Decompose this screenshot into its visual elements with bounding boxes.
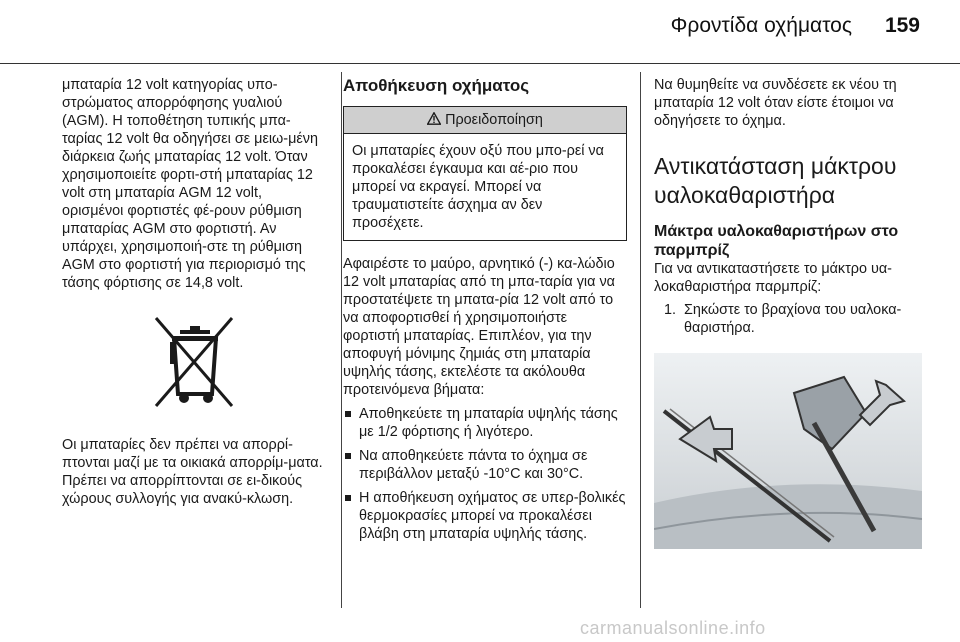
subsection-heading: Μάκτρα υαλοκαθαριστήρων στο παρμπρίζ xyxy=(654,223,899,259)
column-1 xyxy=(62,76,324,508)
warning-box xyxy=(343,106,627,241)
column-divider xyxy=(341,72,342,608)
header-rule xyxy=(0,63,960,64)
paragraph: Αφαιρέστε το μαύρο, αρνητικό (-) κα-λώδιο 12 volt μπαταρίας από τη μπα-ταρία για να προστατέψετε τη μπατα-ρία 12 volt από το να αποφορτισθεί ή χρησιμοποιήστε φορτιστή μπαταρίας. Επιπλέον, για την αποφυγή μόνιμης ζημιάς στη μπαταρία υψηλής τάσης, εκτελέστε τα ακόλουθα προτεινόμενα βήματα: xyxy=(343,256,615,398)
page-title: Φροντίδα οχήματος xyxy=(670,14,852,37)
paragraph: Οι μπαταρίες δεν πρέπει να απορρί-πτονται μαζί με τα οικιακά απορρίμ-ματα. Πρέπει να απορρίπτονται σε ει-δικούς χώρους συλλογής για ανακύ-κλωση. xyxy=(62,437,323,507)
section-heading: Αντικατάσταση μάκτρου υαλοκαθαριστήρα xyxy=(654,153,897,208)
paragraph: Για να αντικαταστήσετε το μάκτρο υα-λοκαθαριστήρα παρμπρίζ: xyxy=(654,261,892,295)
page-number: 159 xyxy=(884,14,920,37)
step-number: 1. xyxy=(664,302,677,318)
step-item xyxy=(654,301,924,337)
list-item: Να αποθηκεύετε πάντα το όχημα σε περιβάλλον μεταξύ -10°C και 30°C. xyxy=(343,447,627,483)
paragraph: μπαταρία 12 volt κατηγορίας υπο-στρώματος απορρόφησης γυαλιού (AGM). Η τοποθέτηση τυπικής μπα-ταρίας 12 volt θα οδηγήσει σε μειω-μένη διάρκεια ζωής μπαταρίας 12 volt. Όταν χρησιμοποιείτε φορτι-στή μπαταρίας 12 volt στη μπαταρία AGM 12 volt, ορισμένοι φορτιστές φέ-ρουν ρύθμιση μπαταρίας AGM στο φορτιστή. Αν υπάρχει, χρησιμοποιή-στε τη ρύθμιση AGM στο φορτιστή για περιορισμό της τάσης φόρτισης σε 14,8 volt. xyxy=(62,77,318,291)
step-text: Σηκώστε το βραχίονα του υαλοκα-θαριστήρα. xyxy=(684,302,902,336)
bullet-list xyxy=(343,405,627,543)
warning-header xyxy=(344,107,626,134)
warning-triangle-icon xyxy=(427,112,441,125)
warning-title: Προειδοποίηση xyxy=(445,112,543,128)
warning-text: Οι μπαταρίες έχουν οξύ που μπο-ρεί να προκαλέσει έγκαυμα και αέ-ριο που μπορεί να εκραγεί. Μπορεί να τραυματιστείτε άσχημα αν δεν προσέχετε. xyxy=(352,143,604,231)
paragraph: Να θυμηθείτε να συνδέσετε εκ νέου τη μπαταρία 12 volt όταν είστε έτοιμοι να οδηγήσετε το όχημα. xyxy=(654,77,897,129)
section-heading: Αποθήκευση οχήματος xyxy=(343,76,530,95)
wiper-arm-illustration xyxy=(654,353,922,549)
watermark: carmanualsonline.info xyxy=(580,618,766,638)
list-item: Η αποθήκευση οχήματος σε υπερ-βολικές θερμοκρασίες μπορεί να προκαλέσει βλάβη στη μπαταρία υψηλής τάσης. xyxy=(343,489,627,543)
crossed-out-wheelie-bin-icon xyxy=(144,312,244,412)
list-item: Αποθηκεύετε τη μπαταρία υψηλής τάσης με 1/2 φόρτισης ή λιγότερο. xyxy=(343,405,627,441)
column-2 xyxy=(343,76,627,549)
column-3 xyxy=(654,76,924,549)
column-divider xyxy=(640,72,641,608)
